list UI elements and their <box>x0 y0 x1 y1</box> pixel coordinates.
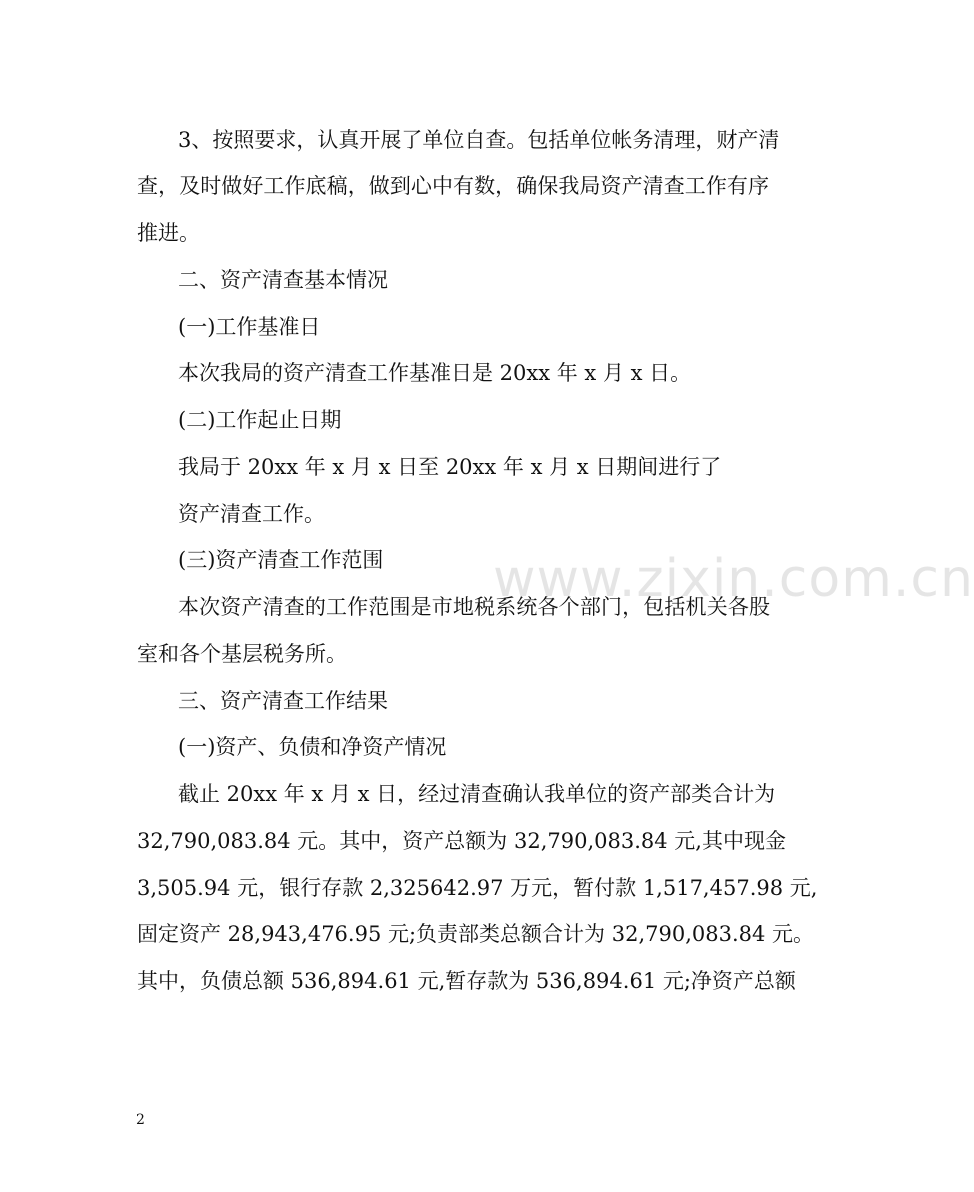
paragraph-line-work-period-1: 我局于 20xx 年 x 月 x 日至 20xx 年 x 月 x 日期间进行了 <box>178 455 722 479</box>
paragraph-line-results-5: 其中，负债总额 536,894.61 元,暂存款为 536,894.61 元;净资产总额 <box>137 969 796 993</box>
subheading-work-period: (二)工作起止日期 <box>178 408 342 432</box>
paragraph-line-work-period-2: 资产清查工作。 <box>178 502 325 526</box>
paragraph-line-1: 3、按照要求，认真开展了单位自查。包括单位帐务清理，财产清 <box>178 128 780 152</box>
paragraph-line-results-3: 3,505.94 元，银行存款 2,325642.97 万元，暂付款 1,517,457.98 元, <box>137 876 818 900</box>
section-heading-3: 三、资产清查工作结果 <box>178 689 388 713</box>
page-number: 2 <box>136 1112 145 1128</box>
paragraph-line-3: 推进。 <box>137 221 200 245</box>
subheading-work-scope: (三)资产清查工作范围 <box>178 548 384 572</box>
subheading-assets-liabilities: (一)资产、负债和净资产情况 <box>178 735 447 759</box>
paragraph-line-results-2: 32,790,083.84 元。其中，资产总额为 32,790,083.84 元,其中现金 <box>137 829 786 853</box>
subheading-base-date: (一)工作基准日 <box>178 315 321 339</box>
watermark: www.zixin.com.cn <box>493 549 974 609</box>
section-heading-2: 二、资产清查基本情况 <box>178 268 388 292</box>
paragraph-line-2: 查，及时做好工作底稿，做到心中有数，确保我局资产清查工作有序 <box>137 174 769 198</box>
paragraph-line-scope-1: 本次资产清查的工作范围是市地税系统各个部门，包括机关各股 <box>178 595 770 619</box>
paragraph-line-results-1: 截止 20xx 年 x 月 x 日，经过清查确认我单位的资产部类合计为 <box>178 782 776 806</box>
paragraph-line-results-4: 固定资产 28,943,476.95 元;负责部类总额合计为 32,790,083.84 元。 <box>137 922 815 946</box>
paragraph-line-base-date: 本次我局的资产清查工作基准日是 20xx 年 x 月 x 日。 <box>178 361 692 385</box>
paragraph-line-scope-2: 室和各个基层税务所。 <box>137 642 347 666</box>
